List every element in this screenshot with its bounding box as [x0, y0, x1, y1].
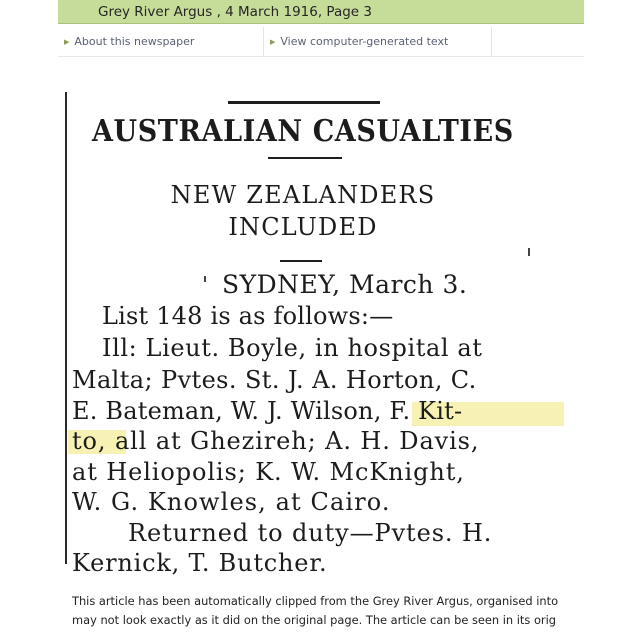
clipping-notice-line-1: This article has been automatically clipped from the Grey River Argus, organised into [72, 594, 559, 608]
link-bar-spacer [492, 27, 584, 57]
article-line: W. G. Knowles, at Cairo. [72, 488, 391, 516]
article-subhead-1: NEW ZEALANDERS [170, 181, 436, 209]
link-bar [58, 27, 584, 57]
article-line: Kernick, T. Butcher. [72, 549, 328, 577]
triangle-right-icon: ▶ [64, 37, 70, 46]
about-newspaper-link[interactable] [58, 27, 264, 57]
article-headline: AUSTRALIAN CASUALTIES [92, 114, 514, 149]
article-line: Ill: Lieut. Boyle, in hospital at [102, 334, 483, 362]
article-clipping [58, 80, 584, 580]
view-text-link[interactable] [264, 27, 492, 57]
newspaper-clipping-viewer [58, 0, 584, 640]
article-line: at Heliopolis; K. W. McKnight, [72, 458, 465, 486]
article-line: List 148 is as follows:— [102, 302, 394, 330]
subhead-rule [280, 260, 322, 262]
print-speck [528, 248, 530, 256]
page-title: Grey River Argus , 4 March 1916, Page 3 [98, 4, 372, 20]
article-line: E. Bateman, W. J. Wilson, F. Kit- [72, 397, 463, 425]
top-rule [228, 101, 380, 104]
clipping-notice-line-2: may not look exactly as it did on the original page. The article can be seen in its orig [72, 613, 556, 627]
clipping-notice [72, 592, 584, 630]
column-rule [65, 92, 67, 564]
article-subhead-2: INCLUDED [228, 213, 378, 241]
about-newspaper-label: About this newspaper [74, 35, 195, 48]
print-speck [204, 276, 206, 282]
article-line: Returned to duty—Pvtes. H. [128, 519, 493, 547]
article-line: to, all at Ghezireh; A. H. Davis, [72, 427, 480, 455]
title-bar [58, 0, 584, 24]
triangle-right-icon: ▶ [270, 37, 276, 46]
article-line: Malta; Pvtes. St. J. A. Horton, C. [72, 366, 477, 394]
headline-rule [268, 157, 342, 159]
view-text-label: View computer-generated text [280, 35, 449, 48]
article-dateline: SYDNEY, March 3. [222, 270, 468, 299]
